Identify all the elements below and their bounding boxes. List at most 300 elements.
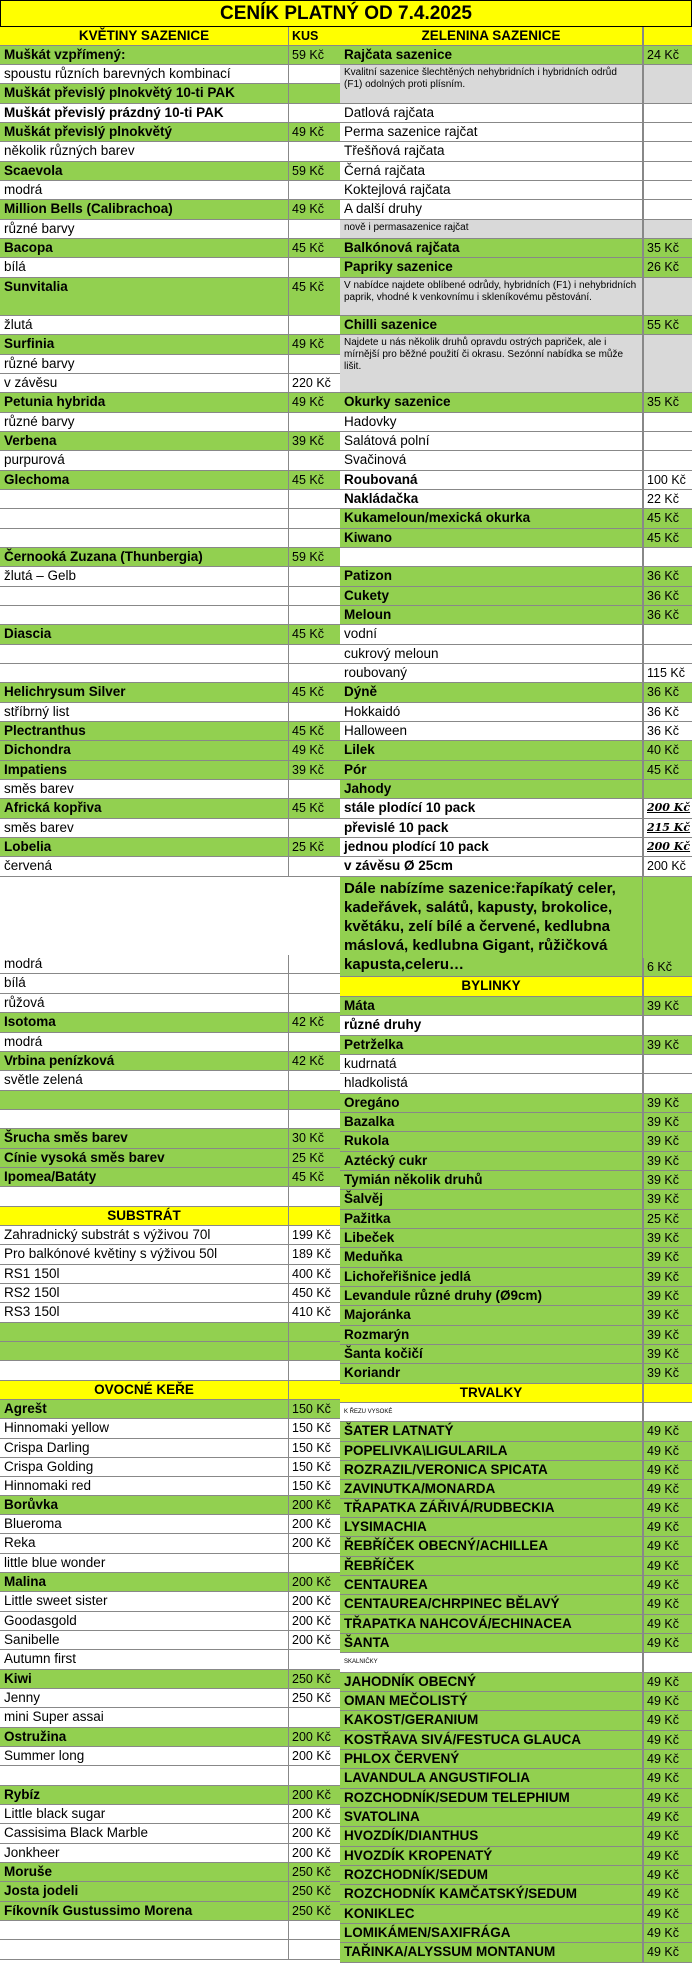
item-price [643, 451, 692, 470]
table-row [340, 335, 692, 393]
item-name: cukrový meloun [340, 645, 643, 663]
item-price: 200 Kč [643, 857, 692, 876]
table-row [340, 1094, 692, 1113]
table-row [340, 1016, 692, 1036]
item-price: 39 Kč [643, 1345, 692, 1363]
item-price: 6 Kč [643, 958, 692, 976]
item-price: 39 Kč [643, 1364, 692, 1383]
item-name: Aztécký cukr [340, 1152, 643, 1170]
item-price: 200 Kč [292, 1826, 331, 1840]
item-price [289, 1323, 340, 1341]
item-price: 49 Kč [643, 1808, 692, 1826]
table-row [340, 1905, 692, 1924]
item-name [0, 490, 289, 508]
item-price [643, 181, 692, 199]
table-row [0, 974, 340, 994]
item-name: TAŘINKA/ALYSSUM MONTANUM [340, 1943, 643, 1962]
table-row [340, 1287, 692, 1306]
item-name: Šalvěj [340, 1190, 643, 1209]
item-name: Sanibelle [0, 1631, 289, 1649]
section-header [0, 1381, 340, 1400]
table-row [0, 1265, 340, 1284]
item-price: 49 Kč [643, 1866, 692, 1884]
item-name: Třešňová rajčata [340, 142, 643, 161]
item-price [289, 1650, 340, 1669]
item-price [643, 278, 692, 315]
table-row [340, 104, 692, 123]
item-name: Halloween [340, 722, 643, 740]
item-name: mini Super assai [0, 1708, 289, 1727]
item-price: 49 Kč [643, 1557, 692, 1575]
table-row [0, 46, 340, 65]
item-price: 45 Kč [643, 761, 692, 779]
item-price: 49 Kč [643, 1442, 692, 1460]
item-price [643, 432, 692, 450]
table-row [0, 1091, 340, 1110]
item-name: červená [0, 857, 289, 876]
table-row [340, 1866, 692, 1885]
table-row [340, 664, 692, 683]
item-name: Rajčata sazenice [340, 46, 643, 64]
table-row [340, 316, 692, 335]
table-row [0, 1168, 340, 1187]
table-row [0, 857, 340, 877]
table-row [0, 355, 340, 374]
item-price: 45 Kč [292, 627, 324, 641]
item-price: 115 Kč [643, 664, 692, 682]
item-price [643, 1653, 692, 1672]
item-price [643, 1016, 692, 1035]
item-price: 250 Kč [292, 1865, 331, 1879]
item-price: 200 Kč [292, 1788, 331, 1802]
item-name: Svačinová [340, 451, 643, 470]
item-name: žlutá – Gelb [0, 567, 289, 586]
section-header [340, 1384, 692, 1403]
item-price [643, 625, 692, 644]
item-name: stříbrný list [0, 703, 289, 721]
table-row [340, 1885, 692, 1905]
table-row [340, 741, 692, 761]
item-name: modrá [0, 955, 289, 973]
table-row [340, 1152, 692, 1171]
table-row [0, 994, 340, 1013]
table-row [340, 529, 692, 548]
table-row [0, 1689, 340, 1708]
item-name: ROZCHODNÍK/SEDUM [340, 1866, 643, 1884]
item-price: 49 Kč [643, 1615, 692, 1633]
table-row [0, 780, 340, 799]
item-name: LOMIKÁMEN/SAXIFRÁGA [340, 1924, 643, 1942]
item-price: 49 Kč [643, 1480, 692, 1498]
item-price: 250 Kč [292, 1672, 331, 1686]
item-price [289, 1766, 340, 1785]
table-row [0, 142, 340, 162]
item-price: 220 Kč [292, 376, 331, 390]
item-price [289, 104, 340, 122]
table-row [340, 393, 692, 413]
item-name: ŘEBŘÍČEK OBECNÝ/ACHILLEA [340, 1537, 643, 1556]
item-name: POPELIVKA\LIGULARILA [340, 1442, 643, 1460]
item-price: 39 Kč [292, 434, 324, 448]
item-name: Kiwi [0, 1670, 289, 1688]
item-price [643, 645, 692, 663]
table-row [340, 1132, 692, 1152]
item-price [289, 606, 340, 624]
item-price [289, 1381, 340, 1399]
item-price: 39 Kč [643, 1094, 692, 1112]
table-row [340, 1537, 692, 1557]
table-row [0, 761, 340, 780]
item-name: TŘAPATKA ZÁŘIVÁ/RUDBECKIA [340, 1499, 643, 1517]
item-price: 36 Kč [643, 703, 692, 721]
table-row [340, 997, 692, 1016]
table-row [0, 683, 340, 703]
item-price: 39 Kč [643, 1306, 692, 1325]
table-row [340, 239, 692, 258]
item-name: Chilli sazenice [340, 316, 643, 334]
table-row [340, 123, 692, 142]
item-name: Verbena [0, 432, 289, 450]
item-price [289, 1110, 340, 1128]
item-price: 42 Kč [292, 1015, 324, 1029]
item-price [289, 181, 340, 199]
table-row [0, 587, 340, 606]
table-row [0, 374, 340, 393]
item-name: Zahradnický substrát s výživou 70l [0, 1226, 289, 1244]
item-name: různé barvy [0, 220, 289, 238]
item-price: 49 Kč [643, 1461, 692, 1479]
table-row [340, 1461, 692, 1480]
item-name: jednou plodící 10 pack [340, 838, 643, 856]
table-row [340, 1422, 692, 1442]
item-price: 45 Kč [292, 1170, 324, 1184]
item-name: KOSTŘAVA SIVÁ/FESTUCA GLAUCA [340, 1731, 643, 1749]
item-name: Dýně [340, 683, 643, 702]
item-name: Salátová polní [340, 432, 643, 450]
item-price: 39 Kč [643, 997, 692, 1015]
item-price: 49 Kč [292, 125, 324, 139]
item-price: 200 Kč [292, 1846, 331, 1860]
table-row [0, 1458, 340, 1477]
item-name: CENTAUREA [340, 1576, 643, 1594]
item-price: 49 Kč [643, 1711, 692, 1730]
table-row [0, 1766, 340, 1786]
table-row [0, 1805, 340, 1824]
item-name [0, 1110, 289, 1128]
item-price [289, 994, 340, 1012]
item-name: JAHODNÍK OBECNÝ [340, 1673, 643, 1691]
item-name: Borůvka [0, 1496, 289, 1514]
item-price: 36 Kč [643, 683, 692, 702]
item-price [289, 529, 340, 547]
table-row [340, 703, 692, 722]
table-row [340, 1653, 692, 1673]
table-row [340, 819, 692, 838]
item-price [289, 220, 340, 238]
table-row [0, 451, 340, 471]
item-name: Sunvitalia [0, 278, 289, 315]
table-row [0, 1303, 340, 1323]
item-price: 49 Kč [643, 1827, 692, 1846]
section-header [340, 977, 692, 997]
item-price: 250 Kč [292, 1904, 331, 1918]
table-row [0, 1419, 340, 1439]
table-row [0, 1071, 340, 1091]
item-name: Million Bells (Calibrachoa) [0, 200, 289, 219]
item-name: několik různých barev [0, 142, 289, 161]
table-row [0, 799, 340, 819]
item-price [289, 1342, 340, 1360]
item-price: 49 Kč [643, 1422, 692, 1441]
table-row [340, 509, 692, 529]
table-row [340, 432, 692, 451]
item-price: 25 Kč [292, 1151, 324, 1165]
item-name: Papriky sazenice [340, 258, 643, 277]
item-name: Perma sazenice rajčat [340, 123, 643, 141]
table-row [340, 1055, 692, 1074]
item-price [289, 780, 340, 798]
item-price: 49 Kč [643, 1905, 692, 1923]
item-price [289, 857, 340, 876]
item-name: RS3 150l [0, 1303, 289, 1322]
table-row [0, 316, 340, 335]
item-name: HVOZDÍK/DIANTHUS [340, 1827, 643, 1846]
table-row [340, 567, 692, 587]
item-price: 49 Kč [643, 1769, 692, 1788]
item-name: Josta jodeli [0, 1882, 289, 1901]
item-name: Reka [0, 1534, 289, 1553]
item-price: 49 Kč [643, 1576, 692, 1594]
item-price: 49 Kč [643, 1518, 692, 1536]
item-name: Summer long [0, 1747, 289, 1765]
item-name: Lobelia [0, 838, 289, 856]
table-row [0, 703, 340, 722]
table-row [0, 664, 340, 683]
item-name: Vrbina penízková [0, 1052, 289, 1070]
item-price: 49 Kč [643, 1537, 692, 1556]
item-price [289, 258, 340, 277]
item-name: Impatiens [0, 761, 289, 779]
table-row [0, 393, 340, 413]
item-price: 49 Kč [643, 1692, 692, 1710]
item-name: Koriandr [340, 1364, 643, 1383]
table-row [340, 780, 692, 799]
item-price: 39 Kč [643, 1113, 692, 1131]
item-name [0, 587, 289, 605]
item-name: spoustu různích barevných kombinací [0, 65, 289, 83]
item-price: 49 Kč [643, 1943, 692, 1962]
item-name: Muškát vzpřímený: [0, 46, 289, 64]
table-row [0, 548, 340, 567]
table-row [0, 1921, 340, 1940]
item-name: Dále nabízíme sazenice:řapíkatý celer, kadeřávek, salátů, kapusty, brokolice, květáku, zelí bílé a červené, kedlubna máslová, kedlubna Gigant, růžičková kapusta,celeru… [340, 877, 643, 976]
item-name [0, 645, 289, 663]
item-name: Kiwano [340, 529, 643, 547]
table-row [340, 1480, 692, 1499]
item-price: 49 Kč [643, 1847, 692, 1865]
table-row [340, 490, 692, 509]
item-name: ROZCHODNÍK KAMČATSKÝ/SEDUM [340, 1885, 643, 1904]
item-price: 49 Kč [643, 1595, 692, 1614]
table-row [340, 1731, 692, 1750]
item-name: K ŘEZU VYSOKÉ [340, 1403, 643, 1421]
item-name: Kvalitní sazenice šlechtěných nehybridních i hybridních odrůd (F1) odolných proti plísním. [340, 65, 643, 103]
item-price: 25 Kč [292, 840, 324, 854]
table-row [340, 799, 692, 819]
table-row [340, 1518, 692, 1537]
item-name: TŘAPATKA NAHCOVÁ/ECHINACEA [340, 1615, 643, 1633]
table-row [340, 46, 692, 65]
table-row [340, 1268, 692, 1287]
item-name: Rukola [340, 1132, 643, 1151]
item-price: 39 Kč [643, 1132, 692, 1151]
table-row [0, 220, 340, 239]
item-price [289, 1554, 340, 1572]
item-price: 39 Kč [643, 1248, 692, 1267]
item-name: Pažitka [340, 1210, 643, 1228]
price-table [0, 27, 692, 1963]
item-name: OMAN MEČOLISTÝ [340, 1692, 643, 1710]
item-price: 42 Kč [292, 1054, 324, 1068]
item-price [643, 1403, 692, 1421]
table-row [340, 413, 692, 432]
table-row [0, 413, 340, 432]
item-name: ŘEBŘÍČEK [340, 1557, 643, 1575]
item-name: Moruše [0, 1863, 289, 1881]
item-name: Crispa Darling [0, 1439, 289, 1457]
table-row [0, 567, 340, 587]
table-row [340, 1248, 692, 1268]
item-price [289, 509, 340, 528]
item-name: LAVANDULA ANGUSTIFOLIA [340, 1769, 643, 1788]
item-price [289, 974, 340, 993]
table-row [0, 741, 340, 761]
item-price [289, 1071, 340, 1090]
item-name: purpurová [0, 451, 289, 470]
item-price: 45 Kč [292, 685, 324, 699]
item-price [289, 1940, 340, 1959]
item-price: 59 Kč [292, 48, 324, 62]
item-name: vodní [340, 625, 643, 644]
item-price [289, 65, 340, 83]
item-price [289, 664, 340, 682]
item-name: Šrucha směs barev [0, 1129, 289, 1148]
item-name: Autumn first [0, 1650, 289, 1669]
item-name: modrá [0, 1033, 289, 1051]
item-price: 49 Kč [643, 1731, 692, 1749]
item-price [289, 1708, 340, 1727]
item-name: BYLINKY [340, 977, 643, 996]
table-row [0, 104, 340, 123]
table-row [0, 258, 340, 278]
item-name [340, 548, 643, 566]
table-row [340, 1364, 692, 1384]
table-row [0, 1496, 340, 1515]
table-row [340, 1074, 692, 1094]
item-price: 150 Kč [292, 1402, 331, 1416]
item-price: 49 Kč [292, 202, 324, 216]
item-price: 200 Kč [292, 1498, 331, 1512]
item-price: 200 Kč [292, 1749, 331, 1763]
section-header [340, 27, 692, 46]
table-row [340, 1557, 692, 1576]
item-name: ŠATER LATNATÝ [340, 1422, 643, 1441]
item-price: 39 Kč [643, 1229, 692, 1247]
item-name [0, 1766, 289, 1785]
table-row [0, 1824, 340, 1844]
table-row [340, 722, 692, 741]
item-price [643, 780, 692, 798]
table-row [0, 529, 340, 548]
item-name: Koktejlová rajčata [340, 181, 643, 199]
item-price: 39 Kč [292, 763, 324, 777]
item-name: Cassisima Black Marble [0, 1824, 289, 1843]
item-price: KUS [292, 29, 319, 43]
item-name: Jonkheer [0, 1844, 289, 1862]
item-name: Goodasgold [0, 1612, 289, 1630]
item-name: Meloun [340, 606, 643, 624]
item-price: 39 Kč [643, 1171, 692, 1189]
item-price: 150 Kč [292, 1441, 331, 1455]
item-name: modrá [0, 181, 289, 199]
item-price: 30 Kč [292, 1131, 324, 1145]
table-row [0, 877, 340, 974]
table-row [0, 1129, 340, 1149]
section-header [0, 27, 340, 46]
item-price: 200 Kč [292, 1536, 331, 1550]
item-price: 200 Kč [292, 1517, 331, 1531]
table-row [0, 1863, 340, 1882]
item-price [643, 200, 692, 219]
table-row [0, 819, 340, 838]
table-row [0, 1882, 340, 1902]
table-row [340, 1113, 692, 1132]
table-row [0, 1245, 340, 1265]
item-name: roubovaný [340, 664, 643, 682]
item-name [0, 664, 289, 682]
item-price: 36 Kč [643, 587, 692, 605]
table-row [340, 1673, 692, 1692]
item-price: 150 Kč [292, 1479, 331, 1493]
item-price [643, 220, 692, 238]
table-row [0, 1323, 340, 1342]
item-name: Černooká Zuzana (Thunbergia) [0, 548, 289, 566]
item-name: Najdete u nás několik druhů opravdu ostrých papriček, ale i mírnější pro běžné použití či okrasu. Sezónní nabídka se může lišit. [340, 335, 643, 392]
item-name: Bacopa [0, 239, 289, 257]
table-row [0, 838, 340, 857]
table-row [340, 1036, 692, 1055]
table-row [0, 1902, 340, 1921]
item-name: Hinnomaki yellow [0, 1419, 289, 1438]
table-row [340, 1615, 692, 1634]
item-name [0, 606, 289, 624]
item-name [0, 1361, 289, 1380]
item-name: nově i permasazenice rajčat [340, 220, 643, 238]
item-name: KVĚTINY SAZENICE [0, 27, 289, 45]
item-name: Surfinia [0, 335, 289, 354]
item-price: 49 Kč [643, 1499, 692, 1517]
table-row [0, 1631, 340, 1650]
item-price: 189 Kč [292, 1247, 331, 1261]
item-name: Tymián několik druhů [340, 1171, 643, 1189]
right-column [340, 27, 692, 1963]
item-name: CENTAUREA/CHRPINEC BĚLAVÝ [340, 1595, 643, 1614]
table-row [340, 683, 692, 703]
item-name: bílá [0, 974, 289, 993]
item-name [0, 1187, 289, 1206]
item-name: Ostružina [0, 1728, 289, 1746]
item-name [0, 509, 289, 528]
